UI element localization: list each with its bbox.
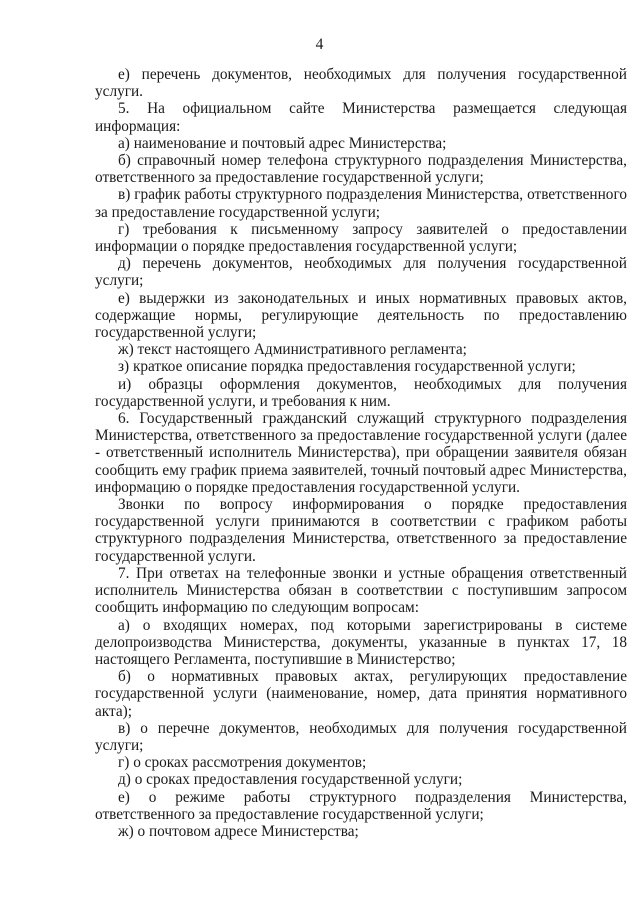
paragraph-7-e: е) о режиме работы структурного подразделения Министерства, ответственного за предоставление государственной услуги; (95, 788, 627, 823)
paragraph-5-i: и) образцы оформления документов, необходимых для получения государственной услуги, и требования к ним. (95, 375, 627, 410)
paragraph-5-z: з) краткое описание порядка предоставления государственной услуги; (118, 358, 576, 376)
paragraph-7-g: г) о сроках рассмотрения документов; (118, 754, 367, 772)
paragraph-6: 6. Государственный гражданский служащий структурного подразделения Министерства, ответственного за предоставление государственной услуги (далее - ответственный исполнитель Министерства), при обращении заявителя обязан сообщить ему график приема заявителей, точный почтовый адрес Министерства, информацию о порядке предоставления государственной услуги. (95, 410, 627, 496)
paragraph-7-a: а) о входящих номерах, под которыми зарегистрированы в системе делопроизводства Министерства, документы, указанные в пунктах 17, 18 настоящего Регламента, поступившие в Министерство; (95, 616, 627, 668)
paragraph-5-a: а) наименование и почтовый адрес Министерства; (118, 134, 447, 152)
paragraph-7: 7. При ответах на телефонные звонки и устные обращения ответственный исполнитель Министерства обязан в соответствии с поступившим запросом сообщить информацию по следующим вопросам: (95, 564, 627, 617)
paragraph-7-zh: ж) о почтовом адресе Министерства; (118, 822, 359, 840)
paragraph-7-d: д) о сроках предоставления государственной услуги; (118, 771, 463, 789)
paragraph-7-b: б) о нормативных правовых актах, регулирующих предоставление государственной услуги (наименование, номер, дата принятия нормативного акта); (95, 668, 627, 720)
paragraph-5-d: д) перечень документов, необходимых для получения государственной услуги; (95, 255, 627, 290)
paragraph-7-v: в) о перечне документов, необходимых для получения государственной услуги; (95, 719, 627, 754)
paragraph-5-e: е) выдержки из законодательных и иных нормативных правовых актов, содержащие нормы, регулирующие деятельность по предоставлению государственной услуги; (95, 289, 627, 342)
paragraph-5-zh: ж) текст настоящего Административного регламента; (118, 341, 467, 359)
paragraph-5: 5. На официальном сайте Министерства размещается следующая информация: (95, 100, 627, 135)
page-number: 4 (315, 36, 324, 53)
paragraph-5-v: в) график работы структурного подразделения Министерства, ответственного за предоставление государственной услуги; (95, 186, 627, 221)
paragraph-5-g: г) требования к письменному запросу заявителей о предоставлении информации о порядке предоставления государственной услуги; (95, 220, 627, 256)
paragraph-5-b: б) справочный номер телефона структурного подразделения Министерства, ответственного за предоставление государственной услуги; (95, 152, 627, 187)
paragraph-6-calls: Звонки по вопросу информирования о порядке предоставления государственной услуги принимаются в соответствии с графиком работы структурного подразделения Министерства, ответственного за предоставление государственной услуги. (95, 496, 627, 565)
document-body (95, 66, 627, 840)
paragraph-item-e: е) перечень документов, необходимых для получения государственной услуги. (95, 66, 627, 101)
